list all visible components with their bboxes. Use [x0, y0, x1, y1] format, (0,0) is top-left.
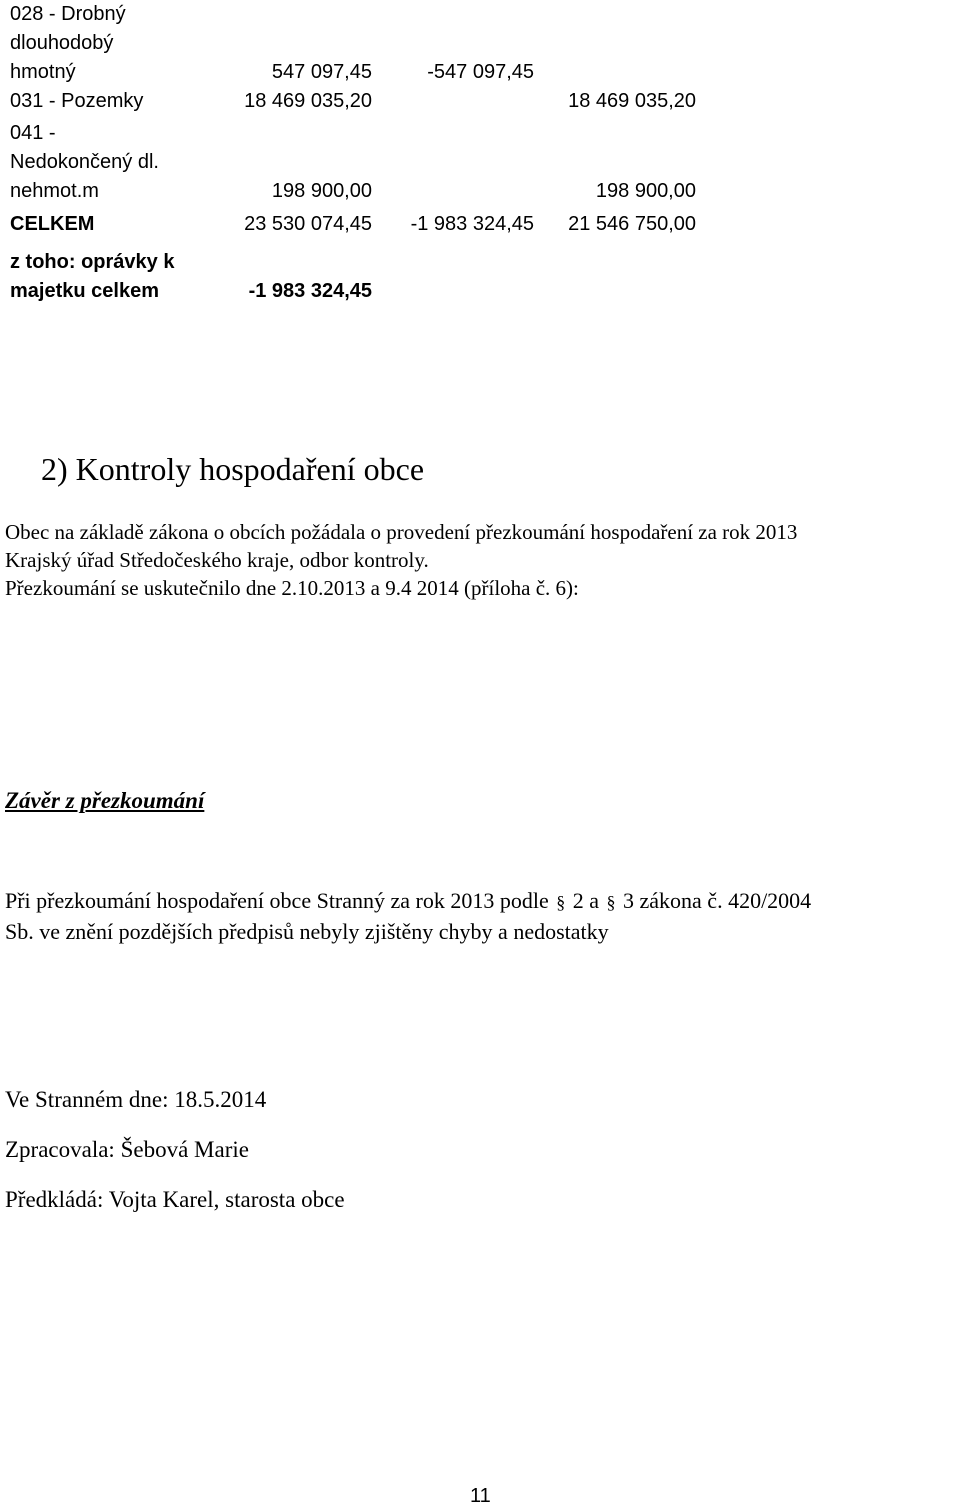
row-label	[10, 0, 200, 87]
conclusion-text-part: 3 zákona č. 420/2004	[623, 888, 812, 913]
row-label	[10, 87, 200, 116]
cell-opening-balance: -1 983 324,45	[248, 280, 372, 302]
conclusion-text-part: Při přezkoumání hospodaření obce Stranný za rok 2013 podle	[5, 888, 549, 913]
signature-prepared-by: Zpracovala: Šebová Marie	[5, 1137, 249, 1162]
conclusion-text-part: 2 a	[572, 888, 600, 913]
row-label-line: 031 - Pozemky	[10, 90, 144, 112]
row-label-line: 028 - Drobný	[10, 3, 126, 25]
signature-presented-by: Předkládá: Vojta Karel, starosta obce	[5, 1187, 345, 1212]
row-label-line: 041 -	[10, 122, 56, 144]
asset-table	[10, 0, 710, 308]
table-row	[10, 210, 710, 244]
paragraph-line: Přezkoumání se uskutečnilo dne 2.10.2013 a 9.4 2014 (příloha č. 6):	[5, 576, 579, 600]
section-symbol: §	[606, 892, 616, 912]
paragraph-line: Obec na základě zákona o obcích požádala o provedení přezkoumání hospodaření za rok 2013	[5, 520, 798, 544]
table-row	[10, 0, 710, 87]
page-number: 11	[470, 1485, 491, 1507]
section-symbol: §	[556, 892, 566, 912]
section-heading: 2) Kontroly hospodaření obce	[41, 451, 425, 487]
cell-closing-balance: 21 546 750,00	[568, 213, 696, 235]
cell-opening-balance: 198 900,00	[271, 180, 372, 202]
row-label	[10, 119, 200, 206]
cell-adjustment: -1 983 324,45	[410, 213, 534, 235]
row-label-line: z toho: oprávky k	[10, 251, 175, 273]
row-label-line: hmotný	[10, 61, 76, 83]
cell-opening-balance: 18 469 035,20	[244, 90, 372, 112]
row-label	[10, 210, 200, 239]
cell-opening-balance: 547 097,45	[271, 61, 372, 83]
cell-closing-balance: 198 900,00	[595, 180, 696, 202]
row-label	[10, 248, 200, 306]
table-row	[10, 87, 710, 119]
conclusion-title: Závěr z přezkoumání	[5, 788, 205, 813]
row-label-line: dlouhodobý	[10, 32, 114, 54]
row-label-line: majetku celkem	[10, 280, 159, 302]
row-label-line: CELKEM	[10, 213, 95, 235]
section-paragraph	[5, 518, 960, 602]
signature-date: Ve Stranném dne: 18.5.2014	[5, 1087, 267, 1112]
row-label-line: Nedokončený dl.	[10, 151, 159, 173]
row-label-line: nehmot.m	[10, 180, 99, 202]
cell-closing-balance: 18 469 035,20	[568, 90, 696, 112]
paragraph-line: Krajský úřad Středočeského kraje, odbor kontroly.	[5, 548, 429, 572]
cell-adjustment: -547 097,45	[427, 61, 534, 83]
conclusion-line: Sb. ve znění pozdějších předpisů nebyly zjištěny chyby a nedostatky	[5, 919, 609, 944]
conclusion-text	[5, 886, 960, 946]
table-row	[10, 119, 710, 210]
cell-opening-balance: 23 530 074,45	[244, 213, 372, 235]
table-row	[10, 248, 710, 308]
conclusion-line	[5, 886, 960, 917]
